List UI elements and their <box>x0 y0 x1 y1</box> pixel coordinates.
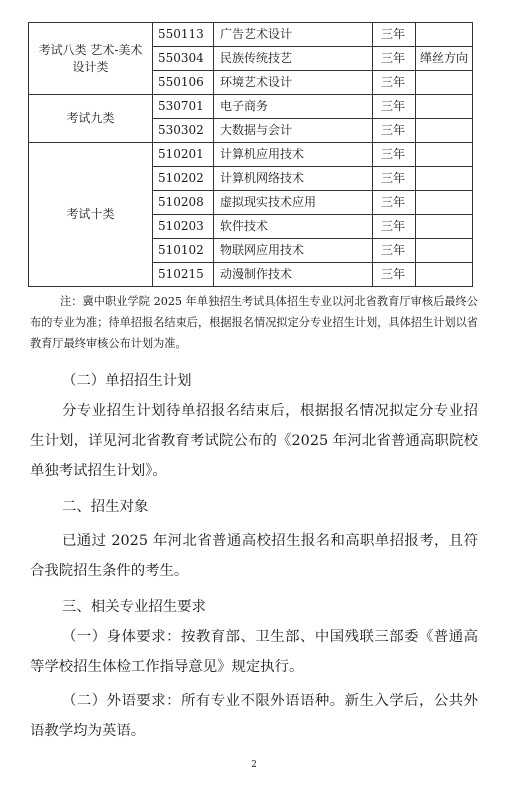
major-name: 大数据与会计 <box>214 119 373 143</box>
direction <box>416 119 473 143</box>
major-name: 虚拟现实技术应用 <box>214 191 373 215</box>
major-name: 计算机应用技术 <box>214 143 373 167</box>
duration: 三年 <box>373 143 416 167</box>
direction <box>416 263 473 287</box>
direction <box>416 95 473 119</box>
major-name: 物联网应用技术 <box>214 239 373 263</box>
section-heading-plan: （二）单招招生计划 <box>62 373 192 389</box>
major-code: 510202 <box>153 167 214 191</box>
table-row <box>29 143 473 167</box>
direction <box>416 215 473 239</box>
major-code: 550106 <box>153 71 214 95</box>
direction <box>416 167 473 191</box>
table-note: 注：冀中职业学院 2025 年单独招生考试具体招生专业以河北省教育厅审核后最终公布的专业为准；待单招报名结束后，根据报名情况拟定分专业招生计划，具体招生计划以省教育厅最终审核公布计划为准。 <box>30 295 478 350</box>
major-name: 广告艺术设计 <box>214 23 373 47</box>
major-name: 民族传统技艺 <box>214 47 373 71</box>
duration: 三年 <box>373 167 416 191</box>
direction <box>416 23 473 47</box>
major-name: 软件技术 <box>214 215 373 239</box>
direction <box>416 71 473 95</box>
major-code: 510215 <box>153 263 214 287</box>
major-name: 动漫制作技术 <box>214 263 373 287</box>
language-requirement: （二）外语要求：所有专业不限外语语种。新生入学后，公共外语教学均为英语。 <box>30 693 478 739</box>
duration: 三年 <box>373 191 416 215</box>
major-code: 550113 <box>153 23 214 47</box>
direction <box>416 239 473 263</box>
category-cell: 考试九类 <box>29 95 153 143</box>
duration: 三年 <box>373 239 416 263</box>
duration: 三年 <box>373 119 416 143</box>
duration: 三年 <box>373 23 416 47</box>
category-cell: 考试八类 艺术-美术设计类 <box>29 23 153 95</box>
duration: 三年 <box>373 95 416 119</box>
section-heading-requirements: 三、相关专业招生要求 <box>62 599 206 615</box>
direction <box>416 191 473 215</box>
target-paragraph: 已通过 2025 年河北省普通高校招生报名和高职单招报考，且符合我院招生条件的考生。 <box>30 533 478 579</box>
direction <box>416 143 473 167</box>
major-code: 510208 <box>153 191 214 215</box>
duration: 三年 <box>373 215 416 239</box>
major-name: 电子商务 <box>214 95 373 119</box>
duration: 三年 <box>373 263 416 287</box>
table-row <box>29 95 473 119</box>
duration: 三年 <box>373 47 416 71</box>
major-code: 510102 <box>153 239 214 263</box>
major-code: 550304 <box>153 47 214 71</box>
majors-table <box>28 22 473 287</box>
duration: 三年 <box>373 71 416 95</box>
table-row <box>29 23 473 47</box>
section-heading-target: 二、招生对象 <box>62 499 149 515</box>
major-code: 510203 <box>153 215 214 239</box>
plan-paragraph: 分专业招生计划待单招报名结束后，根据报名情况拟定分专业招生计划，详见河北省教育考试院公布的《2025 年河北省普通高职院校单独考试招生计划》。 <box>30 403 478 479</box>
direction: 缂丝方向 <box>416 47 473 71</box>
physical-requirement: （一）身体要求：按教育部、卫生部、中国残联三部委《普通高等学校招生体检工作指导意见》规定执行。 <box>30 629 478 675</box>
major-name: 计算机网络技术 <box>214 167 373 191</box>
major-code: 530302 <box>153 119 214 143</box>
major-code: 530701 <box>153 95 214 119</box>
category-cell: 考试十类 <box>29 143 153 287</box>
page-number: 2 <box>251 760 257 770</box>
major-name: 环境艺术设计 <box>214 71 373 95</box>
major-code: 510201 <box>153 143 214 167</box>
